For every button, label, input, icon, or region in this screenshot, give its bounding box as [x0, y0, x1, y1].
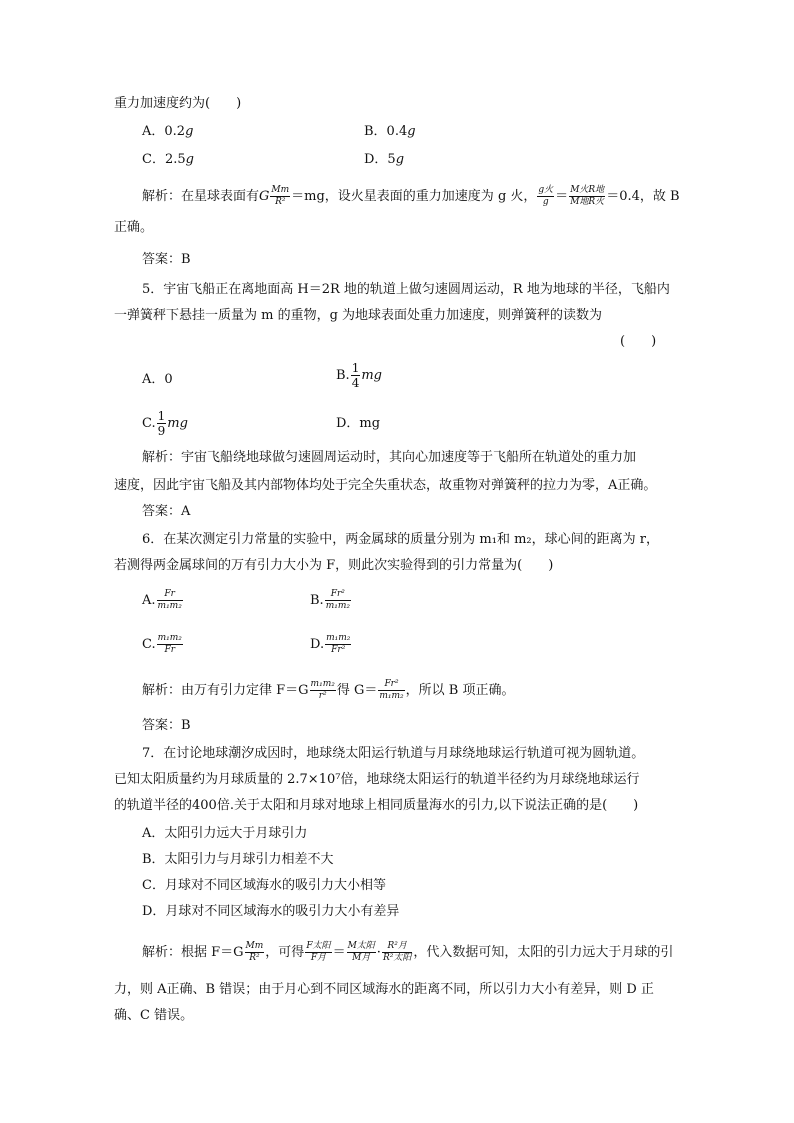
q4-analysis-line-2: 正确。 [114, 220, 154, 235]
q5-option-b-unit: mg [361, 368, 382, 383]
fraction-denominator: m₁m₂ [325, 601, 350, 611]
q4-option-d-unit: g [395, 152, 405, 167]
q5-option-c-label: C. [142, 416, 156, 431]
formula-fraction [537, 186, 554, 207]
equals-sign: ＝ [555, 189, 569, 204]
formula-fraction [157, 590, 183, 611]
question-7-line-1: 7．在讨论地球潮汐成因时，地球绕太阳运行轨道与月球绕地球运行轨道可视为圆轨道。 [142, 746, 645, 761]
q6-option-c [142, 634, 184, 655]
formula-fraction [157, 410, 167, 437]
q5-option-c [142, 410, 188, 437]
fraction-numerator: R²月 [382, 942, 412, 953]
q6-analysis-end: ，所以 B 项正确。 [405, 683, 515, 698]
q4-option-a-unit: g [185, 124, 194, 139]
question-7-line-2: 已知太阳质量约为月球质量的 2.7×10⁷倍，地球绕太阳运行的轨道半径约为月球绕地球运行 [114, 772, 640, 787]
formula-fraction [325, 590, 351, 611]
q6-analysis [142, 680, 515, 701]
fraction-denominator: R² [249, 953, 260, 963]
q4-analysis-end: ＝0.4，故 B [606, 189, 680, 204]
q4-option-b [364, 122, 416, 142]
fraction-numerator: 1 [157, 409, 166, 423]
fraction-denominator: R²太阳 [382, 953, 412, 963]
fraction-numerator: m₁m₂ [310, 679, 335, 689]
q5-answer: 答案：A [142, 504, 191, 519]
question-4-stem-end: 重力加速度约为( ) [114, 96, 242, 111]
formula-fraction [310, 680, 336, 701]
fraction-numerator: M太阳 [347, 941, 375, 951]
q4-analysis-mid: ＝mg，设火星表面的重力加速度为 g 火， [291, 189, 537, 204]
q7-analysis-end: ，代入数据可知，太阳的引力远大于月球的引 [413, 945, 674, 960]
formula-fraction [245, 942, 265, 963]
q6-option-a-label: A. [142, 593, 156, 608]
formula-fraction [351, 362, 361, 389]
q4-option-c [142, 150, 194, 170]
fraction-numerator: Mm [245, 941, 264, 951]
multiply-dot: · [376, 945, 381, 960]
equals-sign: ＝ [332, 945, 346, 960]
q7-analysis-line-2: 力，则 A正确、B 错误；由于月心到不同区域海水的距离不同，所以引力大小有差异，则 D 正 [114, 982, 654, 997]
fraction-numerator: Mm [271, 185, 290, 195]
q7-option-d: D．月球对不同区域海水的吸引力大小有差异 [142, 904, 400, 919]
q7-analysis-mid: ，可得 [265, 945, 305, 960]
q4-option-c-unit: g [185, 152, 194, 167]
q6-option-b-label: B. [310, 593, 324, 608]
q4-analysis-line-1 [142, 186, 680, 207]
q7-analysis-line-3: 确、C 错误。 [114, 1008, 194, 1023]
fraction-numerator: Fr² [378, 680, 404, 691]
q6-option-d [310, 634, 352, 655]
fraction-numerator: m₁m₂ [326, 633, 351, 643]
question-6-line-1: 6．在某次测定引力常量的实验中，两金属球的质量分别为 m₁和 m₂，球心间的距离为 r， [142, 532, 659, 547]
fraction-numerator: 1 [351, 361, 360, 375]
q6-analysis-mid: 得 G＝ [336, 683, 378, 698]
question-6-line-2: 若测得两金属球间的万有引力大小为 F，则此次实验得到的引力常量为( ) [114, 558, 554, 573]
q6-analysis-text: 解析：由万有引力定律 F＝G [142, 683, 309, 698]
fraction-numerator: Fr [157, 590, 183, 601]
q7-option-a: A．太阳引力远大于月球引力 [142, 826, 308, 841]
q7-option-b: B．太阳引力与月球引力相差不大 [142, 852, 334, 867]
q7-option-c: C．月球对不同区域海水的吸引力大小相等 [142, 878, 386, 893]
q5-analysis-line-1: 解析：宇宙飞船绕地球做匀速圆周运动时，其向心加速度等于飞船所在轨道处的重力加 [142, 450, 637, 465]
question-5-line-2: 一弹簧秤下悬挂一质量为 m 的重物，g 为地球表面处重力加速度，则弹簧秤的读数为 [114, 308, 603, 323]
q5-analysis-line-2: 速度，因此宇宙飞船及其内部物体均处于完全失重状态，故重物对弹簧秤的拉力为零，A正确。 [114, 478, 657, 493]
formula-fraction [347, 942, 376, 963]
fraction-denominator: M月 [352, 953, 371, 963]
fraction-denominator: r² [318, 691, 327, 701]
q6-option-a [142, 590, 184, 611]
fraction-numerator: m₁m₂ [157, 633, 182, 643]
q5-option-b [336, 362, 382, 389]
q6-answer: 答案：B [142, 718, 191, 733]
q5-option-d: D．mg [336, 416, 381, 431]
fraction-denominator: m₁m₂ [379, 691, 404, 701]
fraction-numerator: M火R地 [570, 185, 605, 195]
formula-fraction [270, 186, 290, 207]
q6-option-d-label: D. [310, 637, 325, 652]
q5-option-b-label: B. [336, 368, 350, 383]
q4-option-a [142, 122, 193, 142]
q4-analysis-text: 解析：在星球表面有 [142, 189, 260, 204]
q6-option-c-label: C. [142, 637, 156, 652]
formula-fraction [305, 942, 331, 963]
formula-fraction [378, 680, 404, 701]
fraction-denominator: m₁m₂ [157, 601, 182, 611]
q4-option-d [364, 150, 404, 170]
q4-option-c-text: C．2.5 [142, 152, 186, 167]
fraction-numerator: F太阳 [306, 941, 331, 951]
formula-fraction [325, 634, 351, 655]
q4-option-b-unit: g [407, 124, 416, 139]
fraction-numerator: Fr² [325, 590, 351, 601]
fraction-denominator: F月 [310, 953, 327, 963]
question-5-blank: ( ) [620, 334, 657, 349]
q7-analysis-line-1 [142, 942, 673, 963]
q4-option-d-text: D．5 [364, 152, 396, 167]
fraction-denominator: Fr² [331, 645, 346, 655]
formula-fraction [157, 634, 183, 655]
q4-answer: 答案：B [142, 252, 191, 267]
fraction-denominator: g [542, 197, 549, 207]
formula-fraction [569, 186, 605, 207]
question-5-line-1: 5．宇宙飞船正在离地面高 H＝2R 地的轨道上做匀速圆周运动，R 地为地球的半径，飞船内 [142, 282, 670, 297]
fraction-denominator: 4 [351, 376, 360, 390]
q6-option-b [310, 590, 352, 611]
formula-fraction [382, 942, 412, 963]
q4-option-a-text: A．0.2 [142, 124, 186, 139]
q4-option-b-text: B．0.4 [364, 124, 408, 139]
fraction-denominator: R² [275, 197, 286, 207]
question-7-line-3: 的轨道半径的400倍.关于太阳和月球对地球上相同质量海水的引力,以下说法正确的是( ) [114, 798, 639, 813]
fraction-denominator: Fr [164, 645, 176, 655]
fraction-numerator: g火 [538, 185, 554, 195]
fraction-denominator: M地R火 [570, 197, 605, 207]
formula-G: G [259, 189, 270, 204]
fraction-denominator: 9 [157, 424, 166, 438]
q5-option-a: A．0 [142, 372, 173, 387]
q7-analysis-text: 解析：根据 F＝G [142, 945, 244, 960]
q5-option-c-unit: mg [167, 416, 188, 431]
